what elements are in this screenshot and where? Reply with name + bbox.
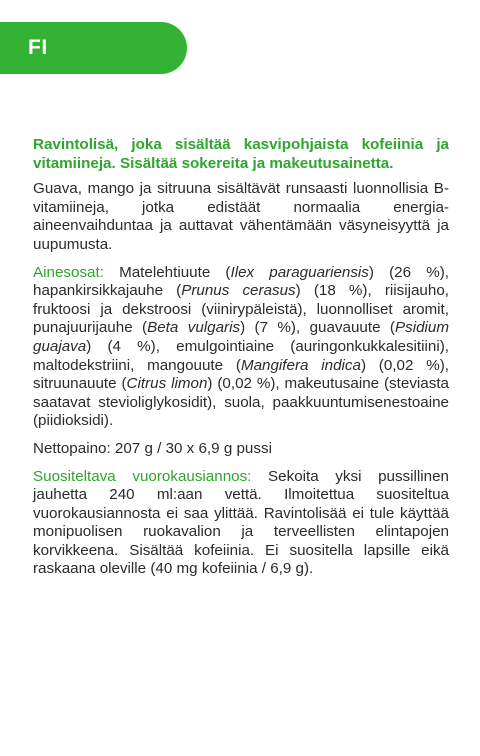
net-weight-text: Nettopaino: 207 g / 30 x 6,9 g pussi (33, 439, 272, 457)
language-tab (0, 22, 187, 74)
ingredient-latin-name: Ilex paraguariensis (230, 263, 369, 281)
dosage-label: Suositeltava vuorokausiannos: (33, 467, 252, 485)
ingredient-latin-name: Prunus cerasus (181, 282, 296, 300)
ingredients-text: ) (0,02 %), sitruunauute ( (33, 356, 449, 393)
ingredients-text: ) (18 %), riisijauho, fruktoosi ja dekstroosi (viinirypäleistä), luonnolliset aromit, punajuurijauhe ( (33, 282, 449, 337)
ingredients-text: ) (26 %), hapankirsikkajauhe ( (33, 263, 450, 300)
description-text: Guava, mango ja sitruuna sisältävät runsaasti luonnollisia B-vitamiineja, jotka edistäät normaalia energia-aineenvaihduntaa ja auttavat vähentämään väsyneisyyttä ja uupumusta. (33, 180, 449, 253)
intro-text: Ravintolisä, joka sisältää kasvipohjaista kofeiinia ja vitamiineja. Sisältää sokereita ja makeutusainetta. (33, 136, 449, 172)
ingredients-text: ) (0,02 %), makeutusaine (steviasta saatavat stevioliglykosidit), suola, paakkuuntumisenestoaine (piidioksidi). (33, 375, 449, 430)
ingredients-text: ) (7 %), guavauute ( (240, 319, 395, 337)
ingredient-latin-name: Mangifera indica (240, 356, 361, 374)
ingredient-latin-name: Citrus limon (126, 375, 208, 393)
ingredient-latin-name: Psidium guajava (33, 319, 449, 355)
dosage-text: Sekoita yksi pussillinen jauhetta 240 ml:aan vettä. Ilmoitettua suositeltua vuorokausiannosta ei saa ylittää. Ravintolisää ei tule käyttää monipuolisen ruokavalion ja terveellisten elintapojen korvikkeena. Sisältää kofeiinia. Ei suositella lapsille eikä raskaana oleville (40 mg kofeiinia / 6,9 g). (33, 467, 449, 578)
ingredients-label: Ainesosat: (33, 263, 104, 281)
ingredients-text: Matelehtiuute ( (103, 263, 231, 281)
language-code: FI (28, 36, 48, 59)
dosage-paragraph (33, 468, 449, 580)
ingredients-paragraph (33, 264, 449, 431)
ingredients-text: ) (4 %), emulgointiaine (auringonkukkalesitiini), maltodekstriini, mangouute ( (33, 337, 449, 374)
label-text (33, 136, 449, 579)
ingredient-latin-name: Beta vulgaris (147, 319, 241, 337)
